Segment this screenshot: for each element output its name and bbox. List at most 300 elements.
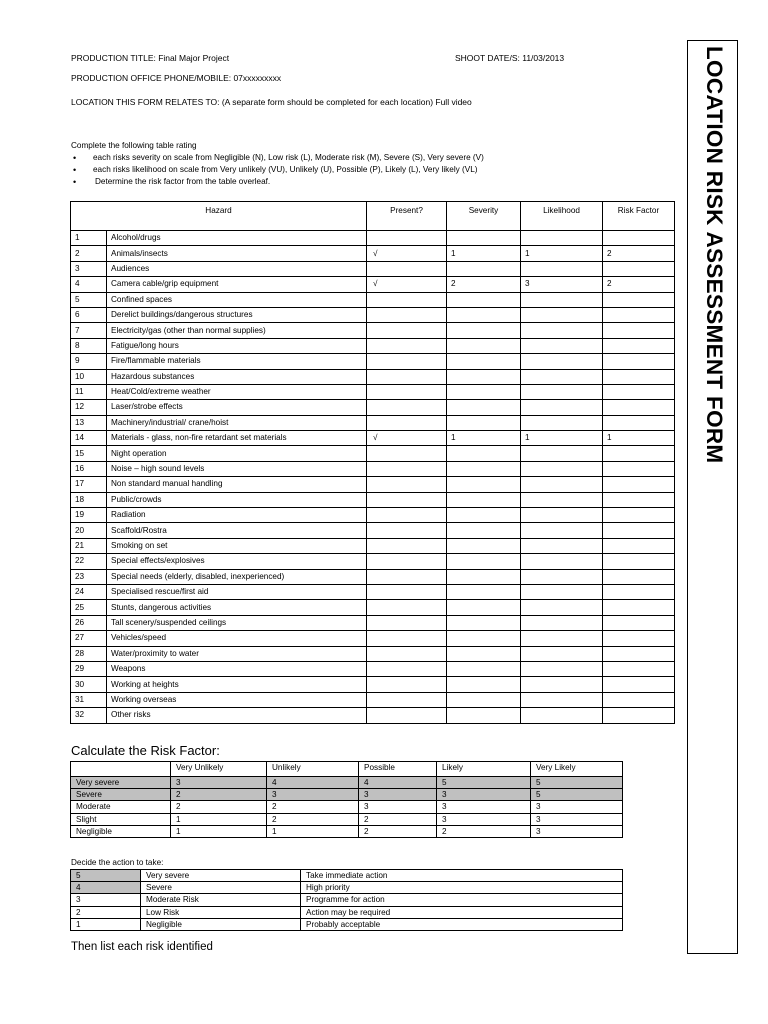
hazard-likelihood [521,523,603,538]
hazard-row [71,631,675,646]
hazard-present: √ [367,246,447,261]
risk-factor-cell: 5 [531,777,623,789]
action-row [71,894,623,906]
hazard-number: 23 [71,569,107,584]
action-row [71,882,623,894]
hazard-present [367,400,447,415]
hazard-number: 8 [71,338,107,353]
hazard-risk-factor [603,600,675,615]
hazard-row [71,708,675,723]
risk-factor-cell: 4 [267,777,359,789]
instruction-item: • each risks severity on scale from Negligible (N), Low risk (L), Moderate risk (M), Severe (S), Very severe (V) [71,152,484,164]
risk-factor-cell: 2 [267,813,359,825]
hazard-name: Heat/Cold/extreme weather [107,384,367,399]
hazard-number: 29 [71,661,107,676]
col-header-severity: Severity [447,202,521,231]
hazard-risk-factor [603,292,675,307]
hazard-row [71,615,675,630]
hazard-present [367,261,447,276]
instructions-intro: Complete the following table rating [71,141,197,150]
actions-title: Decide the action to take: [71,858,164,867]
hazard-present [367,569,447,584]
hazard-number: 13 [71,415,107,430]
likelihood-header: Very Likely [531,762,623,777]
hazard-risk-factor [603,384,675,399]
hazard-number: 30 [71,677,107,692]
risk-factor-cell: 2 [267,801,359,813]
hazard-present [367,508,447,523]
risk-factor-cell: 5 [531,789,623,801]
hazard-likelihood [521,708,603,723]
hazard-risk-factor [603,646,675,661]
hazard-name: Radiation [107,508,367,523]
hazard-number: 17 [71,477,107,492]
hazard-risk-factor [603,692,675,707]
hazard-number: 3 [71,261,107,276]
hazard-name: Laser/strobe effects [107,400,367,415]
risk-factor-cell: 3 [531,825,623,837]
hazard-severity: 1 [447,246,521,261]
severity-label: Slight [71,813,171,825]
hazard-name: Electricity/gas (other than normal supplies) [107,323,367,338]
hazard-present [367,677,447,692]
action-severity: Low Risk [141,906,301,918]
hazard-severity [447,307,521,322]
hazard-row [71,415,675,430]
likelihood-header [71,762,171,777]
hazard-present [367,615,447,630]
hazard-row [71,569,675,584]
hazard-severity [447,477,521,492]
hazard-likelihood [521,307,603,322]
hazard-number: 31 [71,692,107,707]
hazard-severity [447,677,521,692]
hazard-risk-factor: 2 [603,246,675,261]
col-header-risk-factor: Risk Factor [603,202,675,231]
hazard-present [367,415,447,430]
hazard-risk-factor [603,400,675,415]
hazard-row [71,477,675,492]
risk-factor-cell: 4 [359,777,437,789]
hazard-likelihood [521,446,603,461]
hazard-likelihood [521,369,603,384]
hazard-likelihood [521,600,603,615]
hazard-present [367,584,447,599]
severity-label: Very severe [71,777,171,789]
likelihood-header: Likely [437,762,531,777]
hazard-table-header [71,202,675,231]
hazard-severity [447,461,521,476]
action-description: Programme for action [301,894,623,906]
hazard-name: Camera cable/grip equipment [107,277,367,292]
action-severity: Moderate Risk [141,894,301,906]
hazard-risk-factor [603,631,675,646]
hazard-row [71,508,675,523]
hazard-row [71,554,675,569]
hazard-row [71,446,675,461]
hazard-row [71,384,675,399]
likelihood-header: Very Unlikely [171,762,267,777]
hazard-severity [447,292,521,307]
footer-text: Then list each risk identified [71,941,213,953]
hazard-severity [447,323,521,338]
hazard-name: Non standard manual handling [107,477,367,492]
hazard-number: 10 [71,369,107,384]
action-severity: Severe [141,882,301,894]
hazard-name: Working overseas [107,692,367,707]
hazard-number: 21 [71,538,107,553]
hazard-row [71,461,675,476]
hazard-risk-factor [603,307,675,322]
hazard-risk-factor [603,461,675,476]
hazard-present [367,661,447,676]
risk-factor-cell: 3 [437,813,531,825]
action-row [71,870,623,882]
hazard-severity [447,415,521,430]
severity-label: Moderate [71,801,171,813]
hazard-severity [447,554,521,569]
hazard-row [71,600,675,615]
hazard-name: Confined spaces [107,292,367,307]
side-title: LOCATION RISK ASSESSMENT FORM [702,46,727,464]
shoot-dates: SHOOT DATE/S: 11/03/2013 [455,53,565,63]
hazard-severity [447,261,521,276]
hazard-risk-factor [603,584,675,599]
hazard-name: Tall scenery/suspended ceilings [107,615,367,630]
hazard-risk-factor [603,615,675,630]
hazard-row [71,677,675,692]
risk-factor-row [71,813,623,825]
hazard-likelihood [521,384,603,399]
hazard-present [367,538,447,553]
hazard-risk-factor [603,261,675,276]
severity-label: Negligible [71,825,171,837]
hazard-likelihood: 1 [521,246,603,261]
risk-factor-row [71,825,623,837]
action-level: 4 [71,882,141,894]
hazard-row [71,431,675,446]
hazard-number: 12 [71,400,107,415]
hazard-name: Machinery/industrial/ crane/hoist [107,415,367,430]
hazard-number: 27 [71,631,107,646]
hazard-number: 18 [71,492,107,507]
hazard-risk-factor [603,661,675,676]
hazard-number: 11 [71,384,107,399]
hazard-likelihood [521,477,603,492]
action-row [71,906,623,918]
hazard-row [71,369,675,384]
hazard-row [71,692,675,707]
hazard-risk-factor [603,323,675,338]
hazard-row [71,523,675,538]
office-phone: PRODUCTION OFFICE PHONE/MOBILE: 07xxxxxxxxx [71,73,282,83]
hazard-present [367,231,447,246]
hazard-row [71,292,675,307]
hazard-risk-factor [603,508,675,523]
hazard-present: √ [367,431,447,446]
action-severity: Negligible [141,918,301,930]
hazard-name: Vehicles/speed [107,631,367,646]
hazard-table [70,201,675,724]
hazard-present: √ [367,277,447,292]
action-row [71,918,623,930]
hazard-present [367,477,447,492]
hazard-likelihood: 3 [521,277,603,292]
col-header-present: Present? [367,202,447,231]
hazard-likelihood [521,461,603,476]
hazard-name: Smoking on set [107,538,367,553]
instruction-item: • Determine the risk factor from the table overleaf. [71,176,484,188]
hazard-severity [447,369,521,384]
hazard-severity [447,523,521,538]
hazard-likelihood [521,323,603,338]
hazard-severity [447,231,521,246]
hazard-likelihood [521,661,603,676]
risk-factor-cell: 3 [531,813,623,825]
hazard-risk-factor [603,677,675,692]
hazard-number: 9 [71,354,107,369]
hazard-likelihood [521,646,603,661]
risk-factor-title: Calculate the Risk Factor: [71,743,220,758]
hazard-number: 14 [71,431,107,446]
hazard-number: 22 [71,554,107,569]
hazard-row [71,646,675,661]
likelihood-header: Possible [359,762,437,777]
risk-factor-table [70,761,623,838]
hazard-row [71,661,675,676]
risk-factor-cell: 1 [171,825,267,837]
hazard-number: 6 [71,307,107,322]
hazard-row [71,492,675,507]
hazard-likelihood [521,415,603,430]
hazard-row [71,246,675,261]
hazard-likelihood [521,631,603,646]
hazard-number: 24 [71,584,107,599]
risk-factor-cell: 2 [171,789,267,801]
hazard-number: 4 [71,277,107,292]
hazard-row [71,261,675,276]
risk-factor-row [71,777,623,789]
hazard-number: 16 [71,461,107,476]
hazard-name: Other risks [107,708,367,723]
hazard-likelihood: 1 [521,431,603,446]
hazard-row [71,307,675,322]
hazard-severity: 2 [447,277,521,292]
risk-factor-cell: 1 [171,813,267,825]
hazard-severity [447,446,521,461]
hazard-row [71,538,675,553]
action-level: 1 [71,918,141,930]
hazard-name: Audiences [107,261,367,276]
hazard-risk-factor [603,708,675,723]
hazard-present [367,631,447,646]
hazard-severity: 1 [447,431,521,446]
hazard-name: Scaffold/Rostra [107,523,367,538]
risk-factor-cell: 3 [359,801,437,813]
hazard-name: Fire/flammable materials [107,354,367,369]
hazard-likelihood [521,508,603,523]
action-description: Action may be required [301,906,623,918]
hazard-likelihood [521,354,603,369]
hazard-name: Special needs (elderly, disabled, inexperienced) [107,569,367,584]
risk-factor-cell: 3 [437,801,531,813]
hazard-risk-factor [603,569,675,584]
risk-factor-cell: 2 [359,825,437,837]
instructions-list [71,152,484,188]
hazard-likelihood [521,400,603,415]
hazard-name: Alcohol/drugs [107,231,367,246]
hazard-present [367,354,447,369]
location-line: LOCATION THIS FORM RELATES TO: (A separate form should be completed for each location) Full video [71,97,472,107]
action-table [70,869,623,931]
hazard-name: Water/proximity to water [107,646,367,661]
hazard-risk-factor [603,446,675,461]
hazard-present [367,307,447,322]
hazard-number: 2 [71,246,107,261]
hazard-risk-factor [603,369,675,384]
hazard-present [367,523,447,538]
hazard-present [367,692,447,707]
col-header-hazard: Hazard [71,202,367,231]
hazard-number: 15 [71,446,107,461]
instructions [71,140,484,188]
hazard-present [367,708,447,723]
hazard-name: Weapons [107,661,367,676]
hazard-severity [447,492,521,507]
hazard-name: Special effects/explosives [107,554,367,569]
hazard-row [71,323,675,338]
hazard-number: 25 [71,600,107,615]
hazard-present [367,461,447,476]
hazard-likelihood [521,261,603,276]
production-title: PRODUCTION TITLE: Final Major Project [71,53,230,63]
hazard-present [367,600,447,615]
hazard-severity [447,584,521,599]
hazard-severity [447,661,521,676]
hazard-present [367,369,447,384]
action-description: High priority [301,882,623,894]
hazard-risk-factor [603,492,675,507]
risk-factor-cell: 5 [437,777,531,789]
hazard-severity [447,338,521,353]
hazard-number: 7 [71,323,107,338]
hazard-severity [447,600,521,615]
col-header-likelihood: Likelihood [521,202,603,231]
severity-label: Severe [71,789,171,801]
hazard-severity [447,708,521,723]
hazard-number: 20 [71,523,107,538]
hazard-severity [447,646,521,661]
hazard-risk-factor [603,538,675,553]
hazard-severity [447,384,521,399]
risk-factor-cell: 3 [531,801,623,813]
hazard-present [367,492,447,507]
hazard-risk-factor [603,338,675,353]
risk-factor-cell: 2 [437,825,531,837]
risk-factor-cell: 3 [171,777,267,789]
hazard-row [71,584,675,599]
hazard-risk-factor: 1 [603,431,675,446]
hazard-name: Working at heights [107,677,367,692]
hazard-name: Derelict buildings/dangerous structures [107,307,367,322]
hazard-likelihood [521,677,603,692]
action-level: 3 [71,894,141,906]
action-severity: Very severe [141,870,301,882]
hazard-number: 5 [71,292,107,307]
action-description: Probably acceptable [301,918,623,930]
hazard-severity [447,538,521,553]
hazard-present [367,292,447,307]
action-level: 2 [71,906,141,918]
hazard-row [71,338,675,353]
hazard-row [71,400,675,415]
hazard-likelihood [521,554,603,569]
instruction-item: • each risks likelihood on scale from Very unlikely (VU), Unlikely (U), Possible (P), Likely (L), Very likely (VL) [71,164,484,176]
likelihood-header: Unlikely [267,762,359,777]
hazard-present [367,384,447,399]
action-level: 5 [71,870,141,882]
risk-factor-row [71,789,623,801]
hazard-row [71,231,675,246]
hazard-present [367,554,447,569]
risk-factor-cell: 2 [171,801,267,813]
hazard-likelihood [521,292,603,307]
risk-factor-cell: 3 [267,789,359,801]
hazard-likelihood [521,492,603,507]
hazard-name: Hazardous substances [107,369,367,384]
hazard-likelihood [521,231,603,246]
hazard-row [71,354,675,369]
hazard-name: Public/crowds [107,492,367,507]
hazard-present [367,323,447,338]
hazard-risk-factor [603,523,675,538]
hazard-severity [447,354,521,369]
hazard-likelihood [521,538,603,553]
hazard-name: Night operation [107,446,367,461]
hazard-name: Animals/insects [107,246,367,261]
hazard-severity [447,615,521,630]
hazard-risk-factor [603,477,675,492]
hazard-name: Specialised rescue/first aid [107,584,367,599]
hazard-present [367,446,447,461]
hazard-number: 19 [71,508,107,523]
hazard-name: Noise – high sound levels [107,461,367,476]
hazard-number: 26 [71,615,107,630]
action-description: Take immediate action [301,870,623,882]
risk-factor-cell: 1 [267,825,359,837]
hazard-severity [447,569,521,584]
risk-factor-cell: 2 [359,813,437,825]
risk-factor-header-row [71,762,623,777]
hazard-severity [447,508,521,523]
hazard-severity [447,692,521,707]
hazard-likelihood [521,338,603,353]
hazard-name: Materials - glass, non-fire retardant set materials [107,431,367,446]
hazard-row [71,277,675,292]
hazard-likelihood [521,584,603,599]
hazard-likelihood [521,615,603,630]
hazard-risk-factor [603,554,675,569]
hazard-risk-factor [603,354,675,369]
hazard-severity [447,400,521,415]
hazard-name: Fatigue/long hours [107,338,367,353]
hazard-number: 28 [71,646,107,661]
hazard-likelihood [521,569,603,584]
hazard-likelihood [521,692,603,707]
hazard-name: Stunts, dangerous activities [107,600,367,615]
risk-factor-cell: 3 [359,789,437,801]
hazard-present [367,338,447,353]
